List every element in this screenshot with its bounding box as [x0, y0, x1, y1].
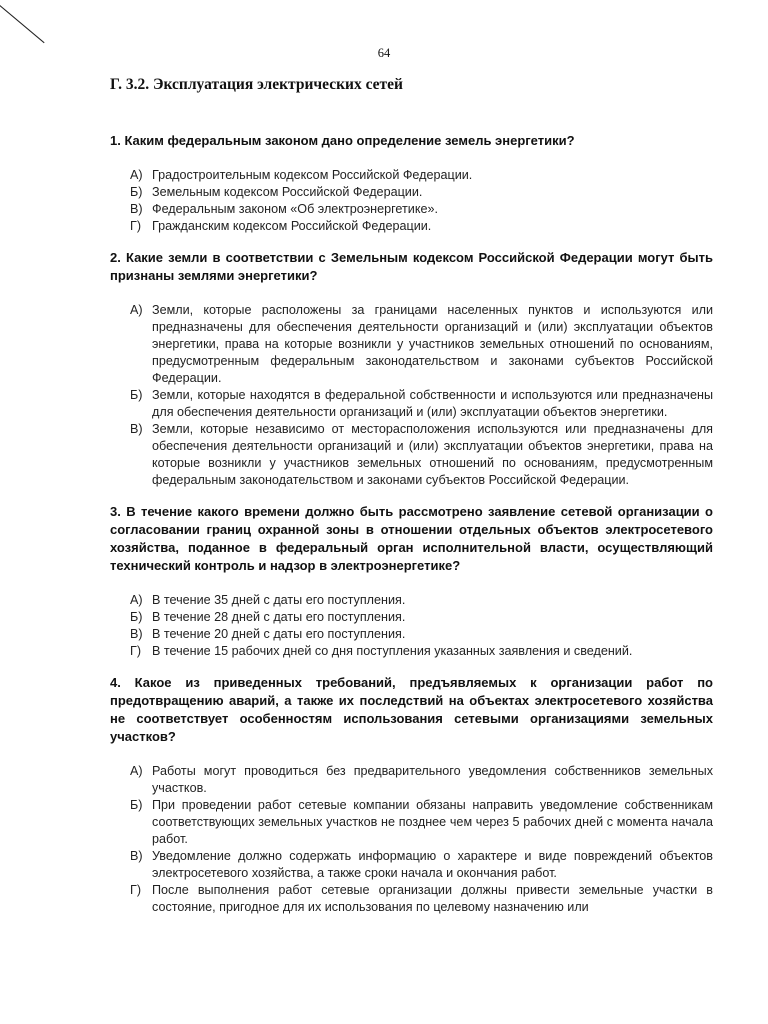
answer-letter: В) [130, 422, 143, 436]
answer-list [110, 592, 713, 660]
answer-option [110, 643, 713, 660]
answer-option [110, 763, 713, 797]
answer-letter: Б) [130, 388, 143, 402]
question-text: 4. Какое из приведенных требований, предъявляемых к организации работ по предотвращению аварий, а также их последствий на объектах электросетевого хозяйства не соответствует особенностям использования сетевыми организациями земельных участков? [110, 675, 713, 744]
answer-option [110, 626, 713, 643]
question-1 [110, 132, 713, 235]
answer-option [110, 167, 713, 184]
answer-option [110, 201, 713, 218]
answer-list [110, 167, 713, 235]
answer-option [110, 797, 713, 848]
answer-text: Работы могут проводиться без предварительного уведомления собственников земельных участков. [152, 764, 713, 795]
answer-text: Земли, которые независимо от месторасположения используются или предназначены для обеспечения деятельности организаций и (или) эксплуатации объектов энергетики, права на которые возникли у участников земельных отношений по основаниям, предусмотренным федеральным законодательством и законами субъектов Российской Федерации. [152, 422, 713, 487]
answer-text: В течение 15 рабочих дней со дня поступления указанных заявления и сведений. [152, 644, 633, 658]
answer-text: После выполнения работ сетевые организации должны привести земельные участки в состояние, пригодное для их использования по целевому назначению или [152, 883, 713, 914]
question-text: 3. В течение какого времени должно быть рассмотрено заявление сетевой организации о согласовании границ охранной зоны в отношении отдельных объектов электросетевого хозяйства, поданное в федеральный орган исполнительной власти, осуществляющий технический контроль и надзор в электроэнергетике? [110, 504, 713, 573]
answer-letter: Б) [130, 610, 143, 624]
answer-letter: А) [130, 764, 143, 778]
answer-option [110, 184, 713, 201]
answer-text: Гражданским кодексом Российской Федерации. [152, 219, 432, 233]
answer-text: Уведомление должно содержать информацию о характере и виде повреждений объектов электросетевого хозяйства, а также сроки начала и окончания работ. [152, 849, 713, 880]
answer-option [110, 592, 713, 609]
answer-text: В течение 20 дней с даты его поступления. [152, 627, 406, 641]
answer-option [110, 848, 713, 882]
answer-option [110, 421, 713, 489]
answer-option [110, 387, 713, 421]
answer-text: Градостроительным кодексом Российской Федерации. [152, 168, 473, 182]
question-text: 1. Каким федеральным законом дано определение земель энергетики? [110, 133, 575, 148]
answer-text: Федеральным законом «Об электроэнергетике». [152, 202, 438, 216]
answer-option [110, 302, 713, 387]
question-text: 2. Какие земли в соответствии с Земельным кодексом Российской Федерации могут быть признаны землями энергетики? [110, 250, 713, 283]
answer-text: В течение 35 дней с даты его поступления. [152, 593, 406, 607]
answer-letter: В) [130, 849, 143, 863]
answer-text: Земли, которые находятся в федеральной собственности и используются или предназначены для обеспечения деятельности организаций и (или) эксплуатации объектов энергетики. [152, 388, 713, 419]
answer-option [110, 218, 713, 235]
question-2 [110, 249, 713, 489]
answer-letter: А) [130, 168, 143, 182]
answer-option [110, 882, 713, 916]
questions-list [110, 132, 713, 930]
question-3 [110, 503, 713, 660]
answer-letter: Г) [130, 219, 142, 233]
page-number: 64 [377, 46, 391, 60]
answer-text: Земли, которые расположены за границами населенных пунктов и используются или предназначены для обеспечения деятельности организаций и (или) эксплуатации объектов энергетики, права на которые возникли у участников земельных отношений по основаниям, предусмотренным федеральным законодательством и законами субъектов Российской Федерации. [152, 303, 713, 385]
answer-text: Земельным кодексом Российской Федерации. [152, 185, 423, 199]
answer-letter: В) [130, 627, 143, 641]
answer-option [110, 609, 713, 626]
answer-letter: Г) [130, 644, 142, 658]
answer-text: При проведении работ сетевые компании обязаны направить уведомление собственникам соответствующих земельных участков не позднее чем через 5 рабочих дней с момента начала работ. [152, 798, 713, 846]
answer-list [110, 763, 713, 916]
answer-list [110, 302, 713, 489]
answer-text: В течение 28 дней с даты его поступления. [152, 610, 406, 624]
section-title: Г. 3.2. Эксплуатация электрических сетей [110, 76, 403, 93]
answer-letter: А) [130, 593, 143, 607]
answer-letter: Г) [130, 883, 142, 897]
answer-letter: Б) [130, 798, 143, 812]
answer-letter: А) [130, 303, 143, 317]
answer-letter: Б) [130, 185, 143, 199]
corner-fold-line [0, 0, 45, 43]
question-4 [110, 674, 713, 916]
answer-letter: В) [130, 202, 143, 216]
